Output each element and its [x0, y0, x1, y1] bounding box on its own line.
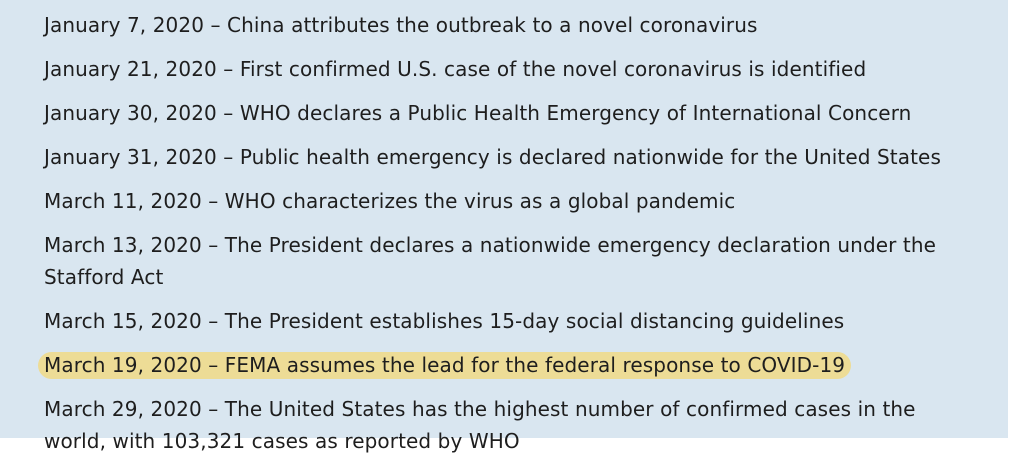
- timeline-entry: [44, 305, 1008, 337]
- timeline-entry: [44, 393, 974, 457]
- timeline-entry-text: January 7, 2020 – China attributes the outbreak to a novel coronavirus: [44, 13, 758, 37]
- timeline-entry-text: March 13, 2020 – The President declares a nationwide emergency declaration under the Stafford Act: [44, 233, 937, 289]
- timeline-entry-text: March 29, 2020 – The United States has the highest number of confirmed cases in the world, with 103,321 cases as reported by WHO: [44, 397, 916, 453]
- timeline-entry: [44, 185, 1008, 217]
- timeline-entry: [44, 53, 1008, 85]
- timeline-entry-text: March 15, 2020 – The President establishes 15-day social distancing guidelines: [44, 309, 845, 333]
- timeline-entry: [44, 9, 1008, 41]
- timeline-entry: [44, 141, 1008, 173]
- timeline-entry-highlighted: [44, 349, 1008, 381]
- timeline-list: [44, 9, 1008, 457]
- timeline-entry-text: March 19, 2020 – FEMA assumes the lead for the federal response to COVID-19: [38, 352, 851, 379]
- timeline-entry: [44, 229, 974, 293]
- timeline-entry-text: January 21, 2020 – First confirmed U.S. case of the novel coronavirus is identified: [44, 57, 867, 81]
- timeline-entry-text: January 30, 2020 – WHO declares a Public Health Emergency of International Concern: [44, 101, 912, 125]
- timeline-entry-text: March 11, 2020 – WHO characterizes the virus as a global pandemic: [44, 189, 736, 213]
- timeline-entry-text: January 31, 2020 – Public health emergency is declared nationwide for the United States: [44, 145, 941, 169]
- timeline-entry: [44, 97, 1008, 129]
